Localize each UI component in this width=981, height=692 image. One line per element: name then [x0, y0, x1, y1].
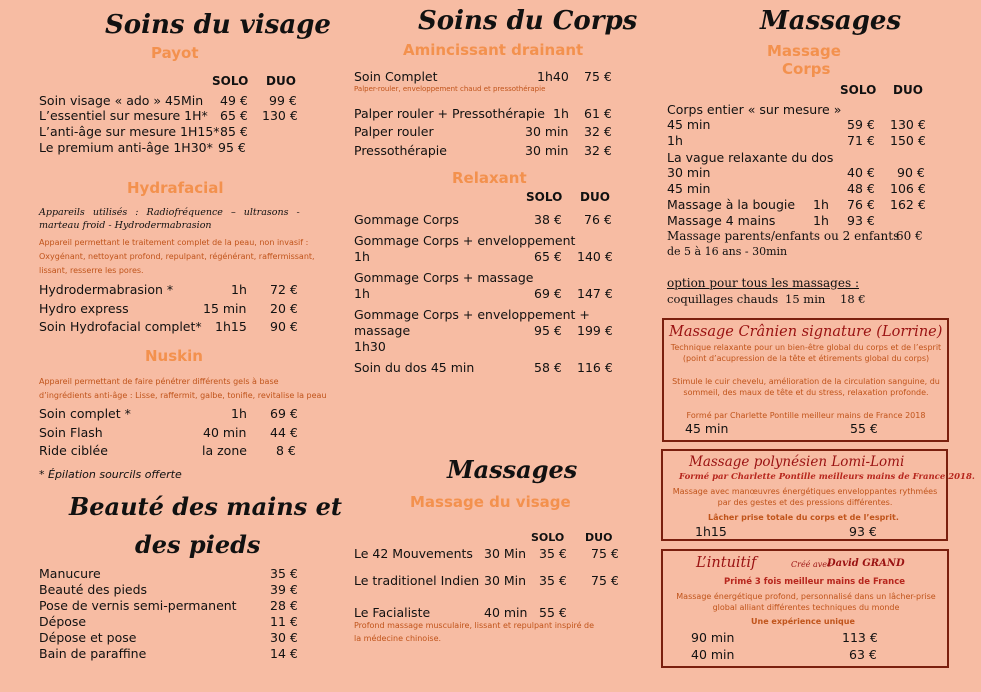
intuitif-row-time: 90 min [691, 630, 735, 645]
box-lomi-lomi [661, 449, 975, 541]
mv-row-label: Le 42 Mouvements [354, 546, 473, 561]
hydra-apps-line2: marteau froid - Hydrodermabrasion [39, 220, 212, 231]
c3-row-duo: 90 € [897, 165, 925, 180]
subtitle-hydrafacial: Hydrafacial [127, 179, 224, 197]
nuskin-desc: d’ingrédients anti-âge : Lisse, raffermit, galbe, tonifie, revitalise la peau [39, 391, 327, 400]
beaute-row-label: Dépose [39, 614, 87, 629]
nuskin-row-price: 44 € [270, 425, 298, 440]
relax-row-label3: 1h30 [354, 339, 386, 354]
mince-row-price: 32 € [584, 143, 612, 158]
mv-row-time: 40 min [484, 605, 528, 620]
corps-soin-complet-price: 75 € [584, 69, 612, 84]
subtitle-massage-visage: Massage du visage [410, 493, 571, 511]
c3-row-label: 1h [667, 133, 683, 148]
hydra-row-price: 72 € [270, 282, 298, 297]
hydra-desc: Oxygénant, nettoyant profond, repulpant, régénérant, raffermissant, [39, 252, 315, 261]
hydra-row-price: 90 € [270, 319, 298, 334]
nuskin-note: * Épilation sourcils offerte [39, 468, 182, 481]
c3-row-label: 45 min [667, 117, 711, 132]
mv-row-solo: 55 € [539, 605, 567, 620]
bougie-label: Massage à la bougie [667, 197, 796, 212]
payot-row-label: Soin visage « ado » 45Min [39, 93, 204, 108]
facialiste-desc: la médecine chinoise. [354, 634, 442, 643]
facialiste-desc: Profond massage musculaire, lissant et repulpant inspiré de [354, 621, 595, 630]
beaute-row-label: Bain de paraffine [39, 646, 147, 661]
parents-label: Massage parents/enfants ou 2 enfants [667, 229, 900, 243]
relax-row-duo: 147 € [577, 286, 613, 301]
beaute-row-price: 35 € [270, 566, 298, 581]
mv-row-label: Le traditionel Indien [354, 573, 480, 588]
intuitif-row-time: 40 min [691, 647, 735, 662]
cranien-title: Massage Crânien signature (Lorrine) [669, 324, 943, 340]
corps-soin-complet-label: Soin Complet [354, 69, 438, 84]
bougie-time: 1h [813, 197, 829, 212]
relax-row-label2: 1h [354, 286, 370, 301]
cranien-time: 45 min [685, 421, 729, 436]
quatre-mains-solo: 93 € [847, 213, 875, 228]
option-title: option pour tous les massages : [667, 276, 859, 290]
payot-row-label: Le premium anti-âge 1H30* [39, 140, 213, 155]
nuskin-row-label: Ride ciblée [39, 443, 108, 458]
mince-row-time: 1h [553, 106, 569, 121]
relax-row-label: Gommage Corps [354, 212, 459, 227]
lomi-price: 93 € [849, 524, 877, 539]
lomi-time: 1h15 [695, 524, 727, 539]
c3-row-duo: 150 € [890, 133, 926, 148]
parents-price: 60 € [896, 229, 923, 243]
lomi-bold: Lâcher prise totale du corps et de l’esprit. [708, 513, 899, 522]
beaute-row-label: Dépose et pose [39, 630, 137, 645]
option-price: 18 € [840, 292, 866, 306]
beaute-row-label: Pose de vernis semi-permanent [39, 598, 237, 613]
payot-row-solo: 65 € [220, 108, 248, 123]
beaute-row-price: 39 € [270, 582, 298, 597]
beaute-row-price: 28 € [270, 598, 298, 613]
hydra-row-time: 15 min [203, 301, 247, 316]
box-intuitif [661, 549, 949, 668]
corps-soin-complet-desc: Palper-rouler, enveloppement chaud et pressothérapie [354, 85, 546, 93]
payot-row-duo: 130 € [262, 108, 298, 123]
subtitle-corps: Corps [782, 60, 831, 78]
c3-solo-header: SOLO [840, 83, 877, 97]
hydra-apps-line1: Appareils utilisés : Radiofréquence – ultrasons - [39, 207, 300, 218]
c3-row-solo: 59 € [847, 117, 875, 132]
vague-label: La vague relaxante du dos [667, 150, 834, 165]
lomi-title: Massage polynésien Lomi-Lomi [689, 454, 905, 470]
c3-row-duo: 130 € [890, 117, 926, 132]
relax-solo-header: SOLO [526, 190, 563, 204]
subtitle-payot: Payot [151, 44, 199, 62]
beaute-row-label: Manucure [39, 566, 101, 581]
c3-row-solo: 71 € [847, 133, 875, 148]
mince-row-price: 61 € [584, 106, 612, 121]
corps-soin-complet-time: 1h40 [537, 69, 569, 84]
mv-row-time: 30 Min [484, 573, 527, 588]
intuitif-author: David GRAND [827, 558, 905, 569]
beaute-row-price: 11 € [270, 614, 298, 629]
nuskin-row-time: la zone [202, 443, 247, 458]
nuskin-row-time: 40 min [203, 425, 247, 440]
relax-row-solo: 65 € [534, 249, 562, 264]
intuitif-exp: Une expérience unique [751, 617, 855, 626]
nuskin-row-price: 8 € [276, 443, 296, 458]
c3-duo-header: DUO [893, 83, 923, 97]
option-time: 15 min [785, 292, 826, 306]
c3-row-duo: 106 € [890, 181, 926, 196]
mince-row-price: 32 € [584, 124, 612, 139]
subtitle-relaxant: Relaxant [452, 169, 527, 187]
mv-row-time: 30 Min [484, 546, 527, 561]
subtitle-nuskin: Nuskin [145, 347, 203, 365]
nuskin-desc: Appareil permettant de faire pénétrer différents gels à base [39, 377, 279, 386]
payot-row-solo: 49 € [220, 93, 248, 108]
nuskin-row-label: Soin Flash [39, 425, 103, 440]
hydra-row-label: Hydrodermabrasion * [39, 282, 174, 297]
cranien-desc3: Formé par Charlette Pontille meilleur mains de France 2018 [686, 411, 926, 420]
sur-mesure-label: Corps entier « sur mesure » [667, 102, 842, 117]
title-beaute-line1: Beauté des mains et [69, 492, 342, 521]
payot-row-label: L’essentiel sur mesure 1H* [39, 108, 208, 123]
bougie-duo: 162 € [890, 197, 926, 212]
subtitle-massage: Massage [767, 42, 841, 60]
title-beaute-line2: des pieds [135, 530, 261, 559]
mv-solo-header: SOLO [531, 531, 565, 544]
hydra-row-label: Hydro express [39, 301, 129, 316]
parents-age: de 5 à 16 ans - 30min [667, 245, 788, 258]
mv-row-solo: 35 € [539, 573, 567, 588]
relax-row-label: Soin du dos 45 min [354, 360, 475, 375]
beaute-row-price: 30 € [270, 630, 298, 645]
c3-row-solo: 40 € [847, 165, 875, 180]
relax-row-label2: 1h [354, 249, 370, 264]
option-label: coquillages chauds [667, 292, 779, 306]
c3-row-solo: 48 € [847, 181, 875, 196]
bougie-solo: 76 € [847, 197, 875, 212]
relax-duo-header: DUO [580, 190, 610, 204]
c3-row-label: 45 min [667, 181, 711, 196]
beaute-row-label: Beauté des pieds [39, 582, 148, 597]
subtitle-amincissant: Amincissant drainant [403, 41, 584, 59]
relax-row-duo: 140 € [577, 249, 613, 264]
title-soins-visage: Soins du visage [105, 10, 331, 40]
intuitif-desc: Massage énergétique profond, personnalisé dans un lâcher-prise global alliant différentes techniques du monde [676, 592, 936, 612]
beaute-row-price: 14 € [270, 646, 298, 661]
relax-row-label: Gommage Corps + enveloppement + [354, 307, 590, 322]
mince-row-time: 30 min [525, 124, 569, 139]
mv-row-duo: 75 € [591, 546, 619, 561]
mince-row-label: Pressothérapie [354, 143, 447, 158]
intuitif-title: L’intuitif [696, 555, 757, 571]
hydra-row-price: 20 € [270, 301, 298, 316]
mv-row-duo: 75 € [591, 573, 619, 588]
relax-row-label: Gommage Corps + massage [354, 270, 534, 285]
relax-row-solo: 69 € [534, 286, 562, 301]
relax-row-solo: 58 € [534, 360, 562, 375]
lomi-sub: Formé par Charlette Pontille meilleurs mains de France 2018. [679, 472, 975, 482]
title-soins-corps: Soins du Corps [418, 6, 638, 36]
box-massage-cranien [662, 318, 949, 442]
relax-row-solo: 95 € [534, 323, 562, 338]
payot-duo-header: DUO [266, 74, 296, 88]
relax-row-duo: 116 € [577, 360, 613, 375]
nuskin-row-label: Soin complet * [39, 406, 131, 421]
relax-row-label: Gommage Corps + enveloppement [354, 233, 576, 248]
hydra-row-time: 1h15 [215, 319, 247, 334]
lomi-desc: Massage avec manœuvres énergétiques enveloppantes rythmées par des gestes et des pressions différentes. [672, 487, 938, 507]
quatre-mains-label: Massage 4 mains [667, 213, 776, 228]
intuitif-row-price: 63 € [849, 647, 877, 662]
title-massages-visage: Massages [447, 455, 578, 484]
mince-row-label: Palper rouler + Pressothérapie [354, 106, 545, 121]
quatre-mains-time: 1h [813, 213, 829, 228]
relax-row-label2: massage [354, 323, 411, 338]
nuskin-row-time: 1h [231, 406, 247, 421]
payot-row-label: L’anti-âge sur mesure 1H15* [39, 124, 220, 139]
relax-row-solo: 38 € [534, 212, 562, 227]
mv-row-label: Le Facialiste [354, 605, 431, 620]
relax-row-duo: 76 € [584, 212, 612, 227]
c3-row-label: 30 min [667, 165, 711, 180]
mv-duo-header: DUO [585, 531, 613, 544]
mv-row-solo: 35 € [539, 546, 567, 561]
hydra-row-label: Soin Hydrofacial complet* [39, 319, 202, 334]
cranien-desc: Technique relaxante pour un bien-être global du corps et de l’esprit (point d’acupression de la tête et étirements global du corps) [670, 343, 942, 363]
payot-solo-header: SOLO [212, 74, 249, 88]
payot-row-solo: 85 € [220, 124, 248, 139]
nuskin-row-price: 69 € [270, 406, 298, 421]
title-massages-corps: Massages [760, 6, 902, 36]
hydra-desc: Appareil permettant le traitement complet de la peau, non invasif : [39, 238, 309, 247]
payot-row-duo: 99 € [269, 93, 297, 108]
cranien-desc2: Stimule le cuir chevelu, amélioration de la circulation sanguine, du sommeil, des maux de tête et du stress, relaxation profonde. [672, 377, 940, 397]
relax-row-duo: 199 € [577, 323, 613, 338]
intuitif-row-price: 113 € [842, 630, 878, 645]
hydra-desc: lissant, resserre les pores. [39, 266, 144, 275]
mince-row-time: 30 min [525, 143, 569, 158]
mince-row-label: Palper rouler [354, 124, 434, 139]
intuitif-cree: Créé avec [791, 560, 832, 569]
cranien-price: 55 € [850, 421, 878, 436]
payot-row-solo: 95 € [218, 140, 246, 155]
hydra-row-time: 1h [231, 282, 247, 297]
intuitif-sub: Primé 3 fois meilleur mains de France [724, 577, 906, 587]
